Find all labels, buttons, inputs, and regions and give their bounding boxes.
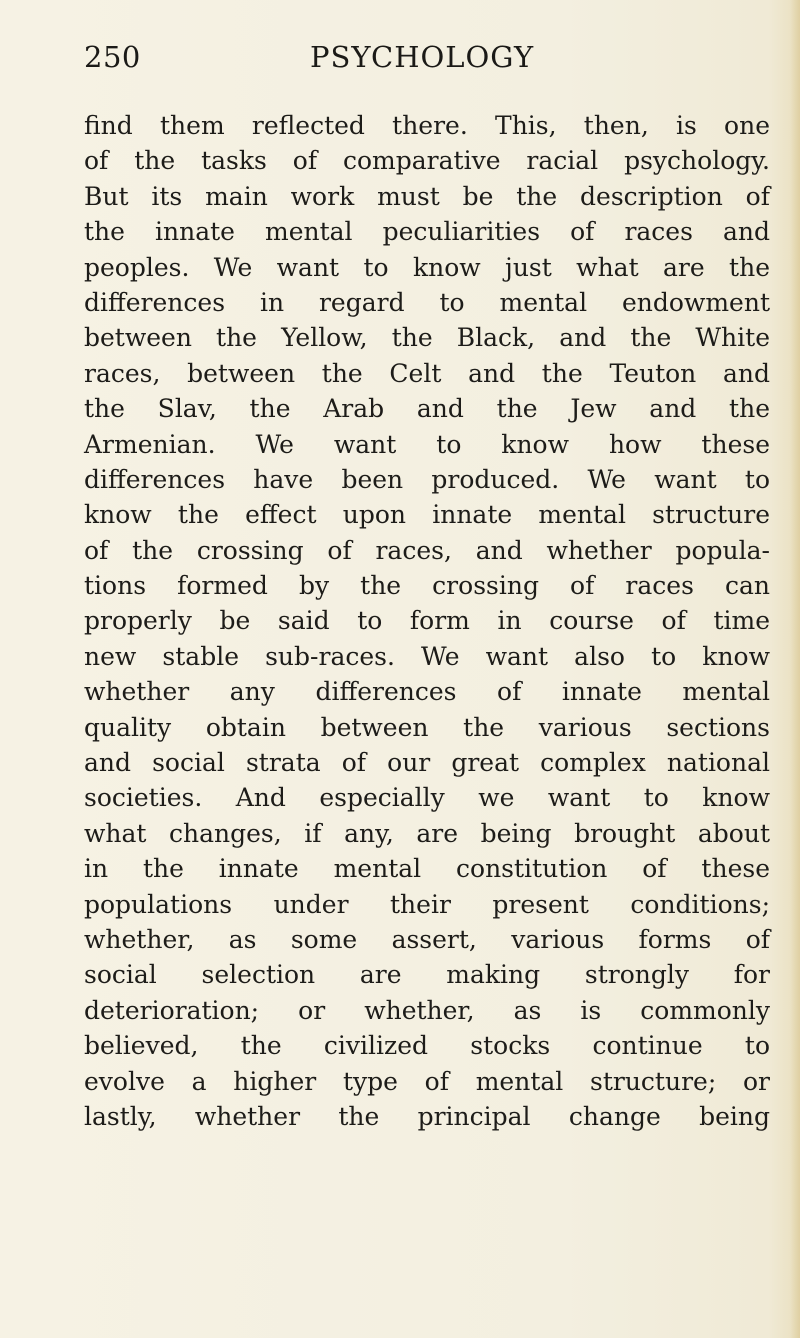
text-line: societies. And especially we want to know: [84, 783, 770, 813]
text-line: whether any differences of innate mental: [84, 677, 770, 707]
text-line: in the innate mental constitution of these: [84, 854, 770, 884]
text-line: between the Yellow, the Black, and the White: [84, 323, 770, 353]
text-line: quality obtain between the various sections: [84, 712, 770, 742]
text-line: properly be said to form in course of time: [84, 606, 770, 636]
text-line: know the effect upon innate mental structure: [84, 500, 770, 530]
text-line: lastly, whether the principal change being: [84, 1101, 770, 1131]
page-edge-shadow: [790, 0, 800, 1338]
running-title: PSYCHOLOGY: [310, 40, 535, 74]
text-line: whether, as some assert, various forms of: [84, 924, 770, 954]
text-line: differences have been produced. We want to: [84, 464, 770, 494]
text-line: the innate mental peculiarities of races and: [84, 217, 770, 247]
text-line: of the tasks of comparative racial psychology.: [84, 146, 770, 176]
text-line: find them reflected there. This, then, is one: [84, 111, 770, 140]
running-head: [84, 36, 774, 84]
text-line: the Slav, the Arab and the Jew and the: [84, 394, 770, 424]
text-line: deterioration; or whether, as is commonly: [84, 995, 770, 1025]
body-text: [84, 108, 770, 1134]
text-line: populations under their present conditions;: [84, 889, 770, 919]
text-line: what changes, if any, are being brought about: [84, 818, 770, 848]
text-line: evolve a higher type of mental structure; or: [84, 1066, 770, 1096]
text-line: social selection are making strongly for: [84, 960, 770, 990]
text-line: Armenian. We want to know how these: [84, 429, 770, 459]
text-line: differences in regard to mental endowment: [84, 287, 770, 317]
text-line: believed, the civilized stocks continue to: [84, 1031, 770, 1061]
text-line: new stable sub-races. We want also to know: [84, 641, 770, 671]
text-line: tions formed by the crossing of races can: [84, 571, 770, 601]
text-line: peoples. We want to know just what are the: [84, 252, 770, 282]
text-line: of the crossing of races, and whether popula-: [84, 535, 770, 565]
page-number: 250: [84, 40, 141, 74]
text-line: and social strata of our great complex national: [84, 748, 770, 778]
text-line: races, between the Celt and the Teuton and: [84, 358, 770, 388]
text-line: But its main work must be the description of: [84, 181, 770, 211]
